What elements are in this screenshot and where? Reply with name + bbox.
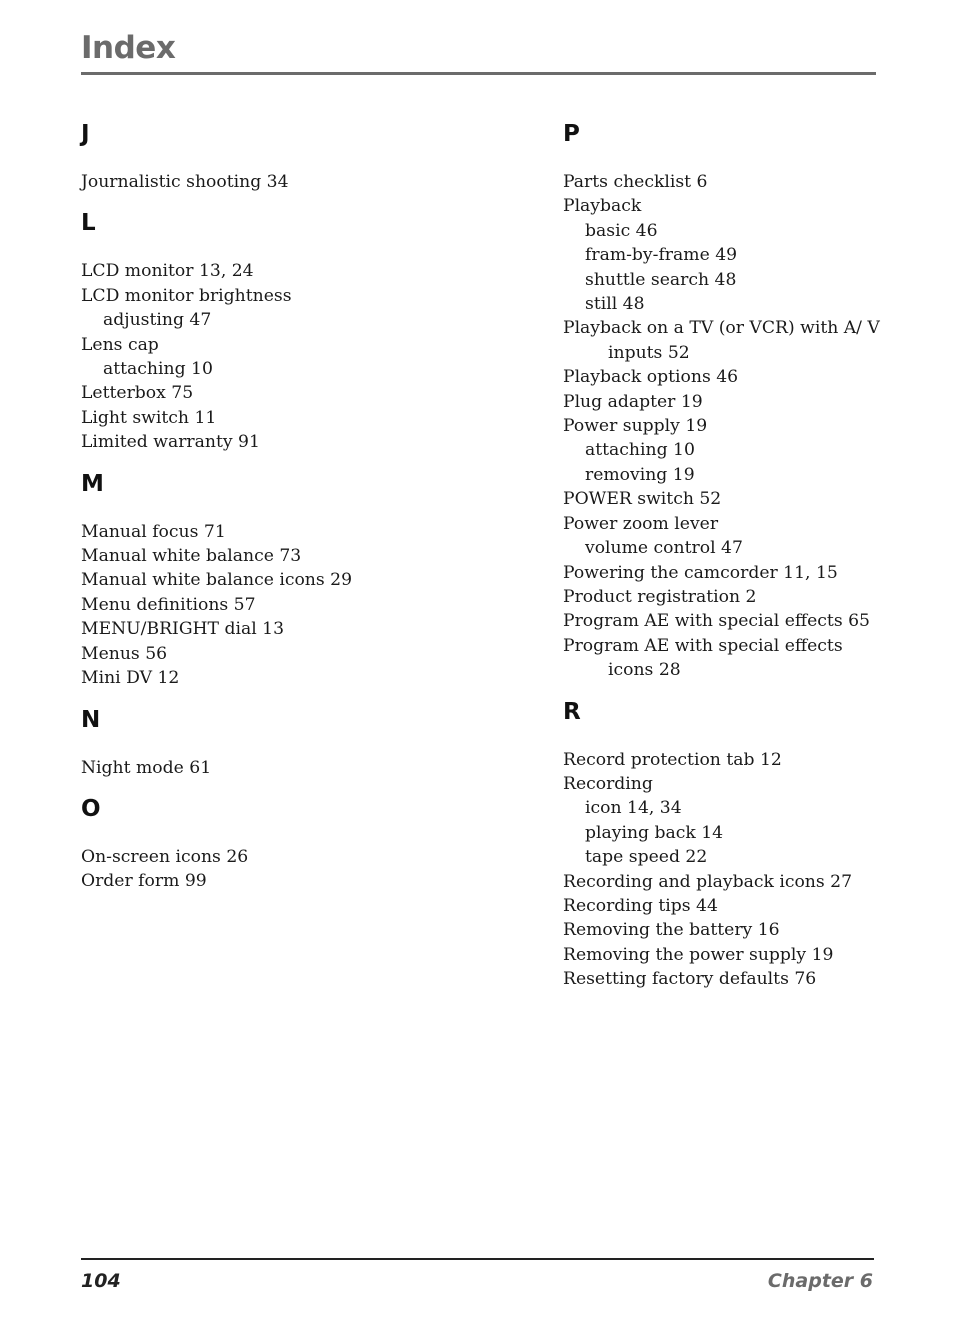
index-section bbox=[81, 211, 501, 454]
index-subentry: attaching 10 bbox=[103, 359, 213, 380]
index-column-left bbox=[81, 118, 501, 911]
title-rule bbox=[81, 72, 876, 75]
index-entry: Removing the power supply 19 bbox=[563, 944, 834, 965]
section-letter: R bbox=[563, 698, 581, 725]
index-subentry: adjusting 47 bbox=[103, 310, 212, 331]
index-subentry: removing 19 bbox=[585, 464, 695, 485]
index-entry: Manual white balance icons 29 bbox=[81, 570, 353, 591]
index-entry: POWER switch 52 bbox=[563, 489, 722, 510]
index-entry: Journalistic shooting 34 bbox=[81, 172, 289, 192]
index-entry: Powering the camcorder 11, 15 bbox=[563, 562, 838, 583]
index-section bbox=[81, 472, 501, 691]
page-number: 104 bbox=[81, 1270, 121, 1292]
index-entry: Limited warranty 91 bbox=[81, 432, 260, 453]
index-entry: Power supply 19 bbox=[563, 416, 708, 437]
index-entry: Recording tips 44 bbox=[563, 895, 718, 916]
index-entry: Playback bbox=[563, 196, 642, 217]
index-section bbox=[81, 122, 501, 194]
index-entry: Manual white balance 73 bbox=[81, 546, 302, 567]
index-entry: Menu definitions 57 bbox=[81, 594, 256, 615]
index-entry: Plug adapter 19 bbox=[563, 391, 703, 412]
index-entry: LCD monitor brightness bbox=[81, 285, 292, 306]
index-entry: Letterbox 75 bbox=[81, 383, 194, 404]
index-section bbox=[563, 700, 883, 992]
index-entry: Resetting factory defaults 76 bbox=[563, 969, 817, 990]
section-letter: O bbox=[81, 795, 101, 822]
index-entry: Program AE with special effects icons 28 bbox=[563, 635, 843, 681]
index-entry: Light switch 11 bbox=[81, 407, 217, 428]
index-entry: Lens cap bbox=[81, 334, 159, 355]
index-subentry: playing back 14 bbox=[585, 822, 724, 843]
index-entry: Record protection tab 12 bbox=[563, 749, 782, 770]
index-entry: Playback options 46 bbox=[563, 367, 739, 388]
section-letter: J bbox=[81, 121, 90, 147]
index-entry: Night mode 61 bbox=[81, 757, 212, 778]
index-entry: Parts checklist 6 bbox=[563, 172, 708, 192]
index-section bbox=[81, 708, 501, 780]
index-section bbox=[563, 122, 883, 683]
index-entry: LCD monitor 13, 24 bbox=[81, 261, 254, 282]
index-subentry: attaching 10 bbox=[585, 440, 695, 461]
index-subentry: shuttle search 48 bbox=[585, 269, 737, 290]
section-letter: L bbox=[81, 210, 96, 237]
index-entry: Power zoom lever bbox=[563, 513, 719, 534]
index-subentry: tape speed 22 bbox=[585, 847, 708, 868]
section-letter: N bbox=[81, 706, 101, 733]
index-entry: Recording bbox=[563, 773, 653, 794]
index-entry: Menus 56 bbox=[81, 643, 168, 664]
index-section bbox=[81, 797, 501, 894]
index-entry: Product registration 2 bbox=[563, 586, 757, 607]
footer-rule bbox=[81, 1258, 874, 1260]
index-column-right bbox=[563, 118, 883, 1009]
index-entry: Removing the battery 16 bbox=[563, 920, 780, 941]
page-title: Index bbox=[81, 30, 176, 66]
section-letter: P bbox=[563, 121, 580, 147]
index-entry: On-screen icons 26 bbox=[81, 846, 249, 867]
index-entry: Order form 99 bbox=[81, 871, 207, 892]
index-subentry: icon 14, 34 bbox=[585, 798, 682, 819]
index-entry: MENU/BRIGHT dial 13 bbox=[81, 619, 285, 640]
index-entry: Recording and playback icons 27 bbox=[563, 871, 853, 892]
section-letter: M bbox=[81, 470, 104, 497]
index-entry: Manual focus 71 bbox=[81, 521, 226, 542]
index-subentry: volume control 47 bbox=[585, 538, 743, 559]
index-subentry: basic 46 bbox=[585, 220, 658, 241]
index-subentry: fram-by-frame 49 bbox=[585, 245, 738, 266]
index-entry: Playback on a TV (or VCR) with A/ V inputs 52 bbox=[563, 318, 880, 363]
index-entry: Program AE with special effects 65 bbox=[563, 611, 870, 632]
index-subentry: still 48 bbox=[585, 294, 645, 315]
chapter-label: Chapter 6 bbox=[767, 1270, 873, 1292]
index-entry: Mini DV 12 bbox=[81, 668, 180, 689]
